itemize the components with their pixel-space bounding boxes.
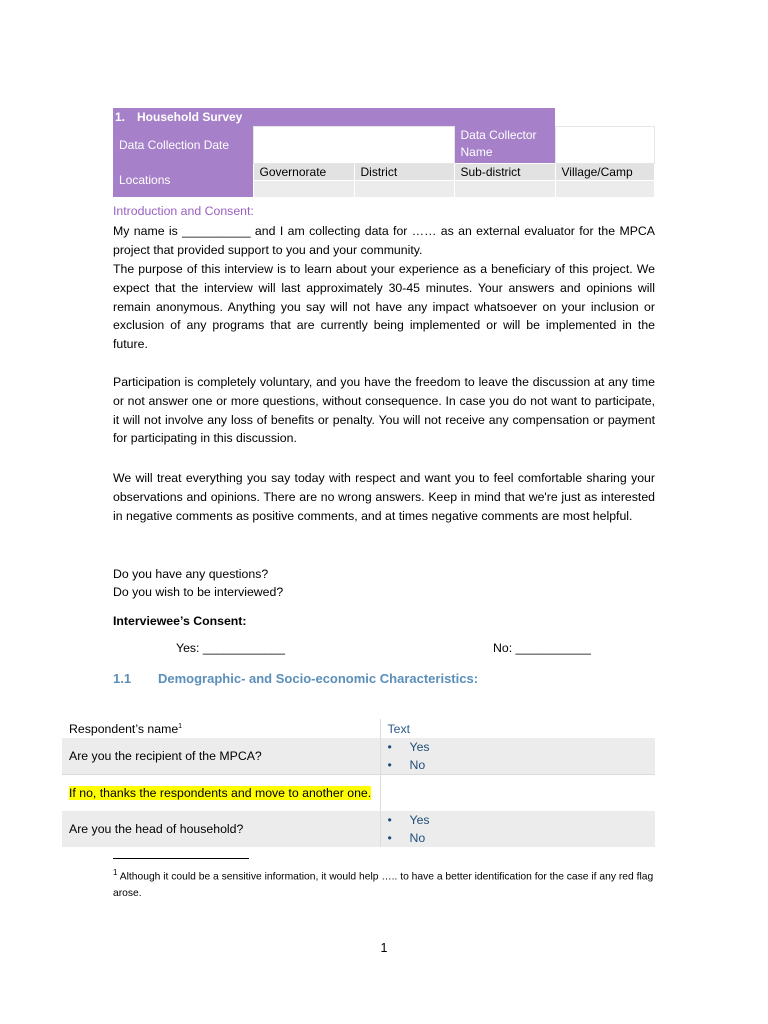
mpca-recipient-question: Are you the recipient of the MPCA? [62, 738, 380, 775]
survey-number: 1. [115, 109, 126, 124]
option-label: No [409, 830, 426, 845]
option-yes[interactable] [388, 738, 649, 756]
respondent-name-answer[interactable]: Text [380, 719, 655, 738]
household-survey-table [113, 108, 655, 198]
locations-row [113, 163, 655, 180]
footnote-text: Although it could be a sensitive information, it would help ….. to have a better identification for the case if any red flag arose. [113, 871, 654, 900]
bullet-icon: • [387, 830, 392, 845]
head-of-household-question: Are you the head of household? [62, 811, 380, 847]
page-number: 1 [380, 941, 388, 955]
location-col-district: District [354, 163, 454, 180]
option-no[interactable] [388, 756, 649, 774]
bullet-icon: • [387, 740, 392, 754]
village-field[interactable] [555, 180, 655, 197]
subdistrict-field[interactable] [454, 180, 555, 197]
option-label: Yes [409, 740, 430, 754]
option-label: Yes [409, 812, 430, 827]
option-label: No [409, 758, 426, 772]
consent-heading: Interviewee’s Consent: [113, 614, 247, 628]
locations-label: Locations [113, 163, 253, 197]
mpca-options [388, 738, 649, 774]
survey-title [113, 108, 555, 126]
table-row [62, 775, 655, 811]
data-collection-date-label: Data Collection Date [113, 126, 253, 163]
district-field[interactable] [354, 180, 454, 197]
intro-heading: Introduction and Consent: [113, 204, 254, 218]
footnote [113, 864, 658, 902]
section-title: Demographic- and Socio-economic Characteristics: [158, 671, 479, 686]
data-collection-date-field[interactable] [253, 126, 454, 163]
table-row [62, 738, 655, 775]
footnote-ref: 1 [178, 722, 183, 730]
household-options [388, 811, 649, 847]
option-yes[interactable] [388, 811, 649, 829]
highlighted-instruction: If no, thanks the respondents and move to another one. [69, 785, 372, 800]
survey-title-row [113, 108, 655, 126]
instruction-answer [380, 775, 655, 811]
table-row [62, 719, 655, 738]
demographics-table [62, 719, 655, 847]
respondent-name-question [62, 719, 380, 738]
table-row [62, 811, 655, 847]
head-of-household-answer [380, 811, 655, 847]
bullet-icon: • [387, 758, 392, 772]
intro-paragraph-3: Participation is completely voluntary, and you have the freedom to leave the discussion at any time or not answer one or more questions, without consequence. In case you do not want to participate, it will not involve any loss of benefits or penalty. You will not receive any compensation or payment for participating in this discussion. [113, 375, 655, 446]
section-number: 1.1 [113, 671, 132, 686]
section-heading [113, 671, 478, 686]
consent-yes[interactable]: Yes: ____________ [176, 641, 285, 655]
intro-paragraph-1: My name is __________ and I am collecting data for …… as an external evaluator for the MPCA project that provided support to you and your community. [113, 224, 655, 257]
survey-title-text: Household Survey [137, 109, 243, 124]
intro-paragraph-2: The purpose of this interview is to learn about your experience as a beneficiary of this project. We expect that the interview will last approximately 30-45 minutes. Your answers and opinions will remain anonymous. Anything you say will not have any impact whatsoever on your inclusion or exclusion of any programs that are currently being implemented or will be implemented in the future. [113, 262, 655, 352]
option-no[interactable] [388, 829, 649, 847]
data-collector-name-field[interactable] [555, 126, 655, 163]
collection-row [113, 126, 655, 163]
consent-no[interactable]: No: ___________ [493, 641, 591, 655]
question-wish: Do you wish to be interviewed? [113, 585, 284, 599]
footnote-divider [113, 858, 249, 859]
footnote-marker: 1 [113, 868, 118, 877]
location-col-governorate: Governorate [253, 163, 354, 180]
intro-paragraph-4: We will treat everything you say today with respect and want you to feel comfortable sharing your observations and opinions. There are no wrong answers. Keep in mind that we're just as interested in negative comments as positive comments, and at times negative comments are most helpful. [113, 471, 655, 523]
mpca-recipient-answer [380, 738, 655, 775]
respondent-name-label: Respondent’s name [69, 721, 179, 736]
bullet-icon: • [387, 812, 392, 827]
location-col-subdistrict: Sub-district [454, 163, 555, 180]
location-col-village: Village/Camp [555, 163, 655, 180]
question-any: Do you have any questions? [113, 567, 269, 581]
instruction-cell [62, 775, 380, 811]
data-collector-name-label: Data Collector Name [454, 126, 555, 163]
governorate-field[interactable] [253, 180, 354, 197]
